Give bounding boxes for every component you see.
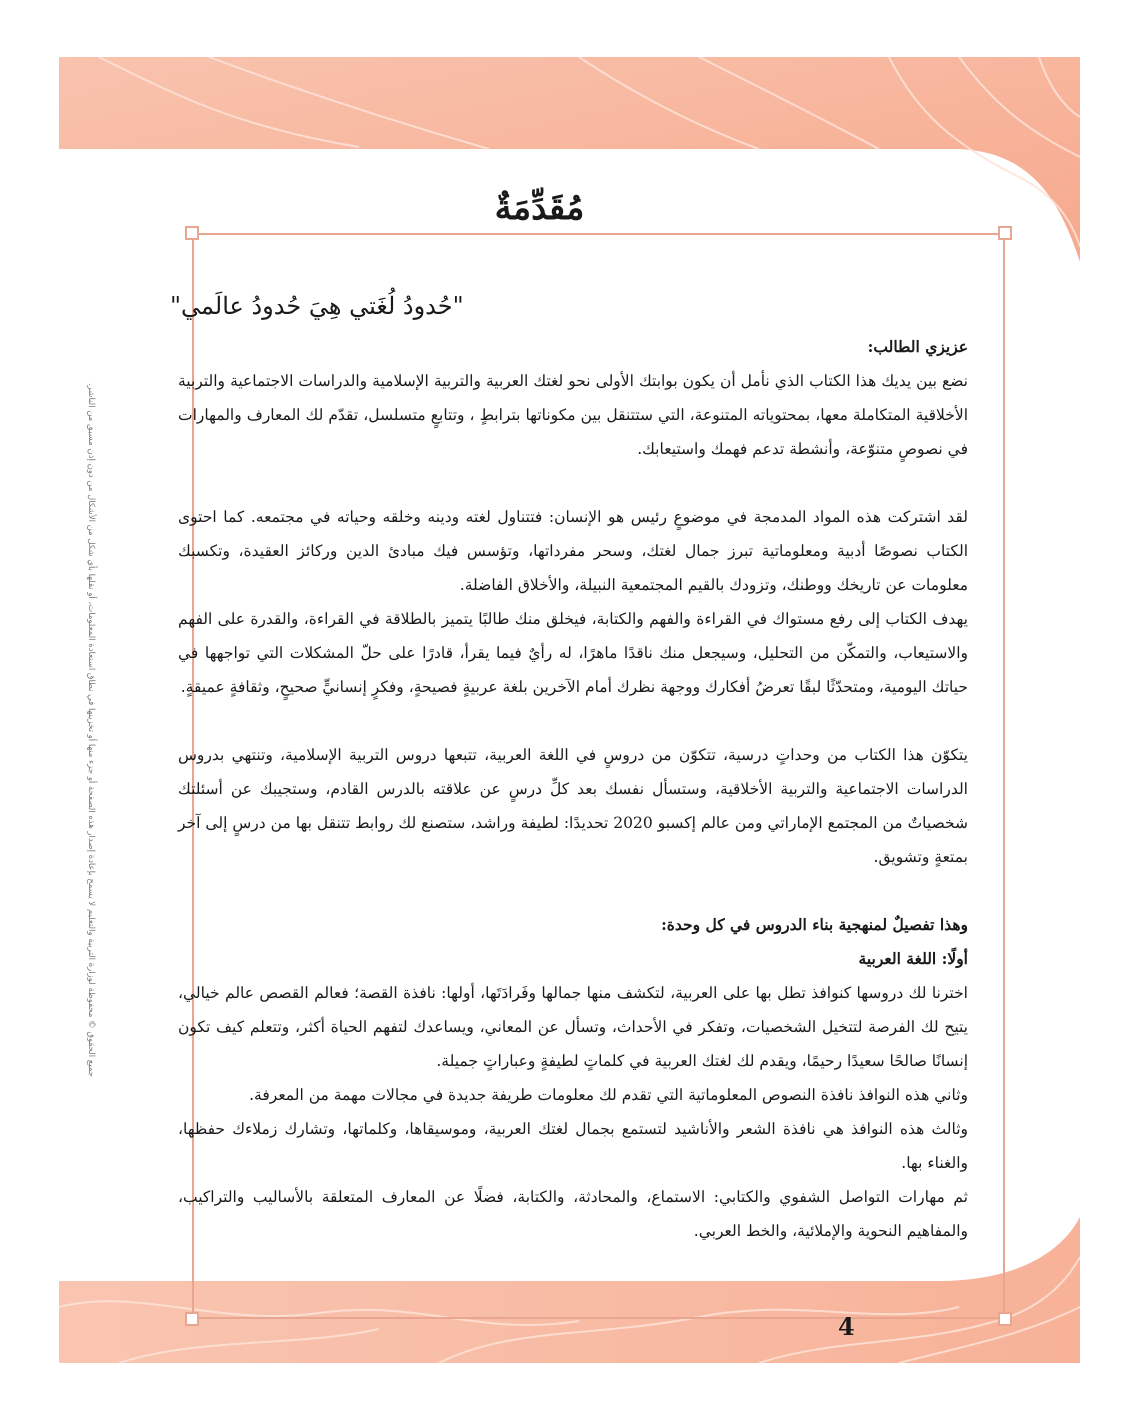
border-corner-bottom-left <box>185 1312 199 1326</box>
paragraph-intro: نضع بين يديك هذا الكتاب الذي نأمل أن يكون بوابتك الأولى نحو لغتك العربية والتربية الإسلامية والدراسات الاجتماعية والتربية الأخلاقية المتكاملة معها، بمحتوياته المتنوعة، التي ستتنقل بين مكوناتها بترابطٍ ، وتتابعٍ متسلسل، تقدّم لك المعارف والمهارات في نصوصٍ متنوّعة، وأنشطة تدعم فهمك واستيعابك. <box>178 372 968 458</box>
paragraph-info-window: وثاني هذه النوافذ نافذة النصوص المعلوماتية التي تقدم لك معلومات طريفة جديدة في مجالات مهمة من المعرفة. <box>249 1086 968 1104</box>
page-title: مُقَدِّمَةٌ <box>494 188 585 228</box>
paragraph-story-window: اخترنا لك دروسها كنوافذ تطل بها على العربية، لتكشف منها جمالها وفَرادَتَها، أولها: نافذة القصة؛ فعالم القصص عالم خيالي، يتيح لك الفرصة لتتخيل الشخصيات، وتفكر في الأحداث، وتسأل عن المعاني، ويساعدك لتفهم الحياة أكثر، وتتعلم كيف تكون إنسانًا صالحًا سعيدًا رحيمًا، ويقدم لك لغتك العربية في كلماتٍ لطيفةٍ وعباراتٍ جميلة. <box>178 984 968 1070</box>
paragraph-poetry-window: وثالث هذه النوافذ هي نافذة الشعر والأناشيد لتستمع بجمال لغتك العربية، وموسيقاها، وكلماتها، وتشارك زملاءك حفظها، والغناء بها. <box>178 1120 968 1172</box>
subheading-arabic: أولًا: اللغة العربية <box>858 949 968 968</box>
border-corner-top-right <box>998 226 1012 240</box>
greeting: عزيزي الطالب: <box>867 337 968 356</box>
copyright-side-note: جميع الحقوق © محفوظة لوزارة التربية والتعليم لا يسمح بإعادة إصدار هذه الصفحة أو جزء منها أو تخزينها في نطاق استعادة المعلومات، أو نقلها بأي شكل من الأشكال من دون إذن مسبق من الناشر. <box>86 382 96 1078</box>
paragraph-subjects: لقد اشتركت هذه المواد المدمجة في موضوعٍ رئيس هو الإنسان: فتتناول لغته ودينه وخلقه وحياته في مجتمعه. كما احتوى الكتاب نصوصًا أدبية ومعلوماتية تبرز جمال لغتك، وسحر مفرداتها، وتؤسس فيك مبادئ الدين وركائز العقيدة، وتكسبك معلومات عن تاريخك ووطنك، وتزودك بالقيم المجتمعية النبيلة، والأخلاق الفاضلة. <box>178 508 968 594</box>
border-corner-bottom-right <box>998 1312 1012 1326</box>
quote: "حُدودُ لُغَتي هِيَ حُدودُ عالَمي" <box>170 292 464 320</box>
section-heading: وهذا تفصيلٌ لمنهجية بناء الدروس في كل وحدة: <box>661 915 968 934</box>
border-corner-top-left <box>185 226 199 240</box>
paragraph-structure: يتكوّن هذا الكتاب من وحداتٍ درسية، تتكوّن من دروسٍ في اللغة العربية، تتبعها دروس التربية الإسلامية، وتنتهي بدروس الدراسات الاجتماعية والتربية الأخلاقية، وستسأل نفسك بعد كلِّ درسٍ عن علاقته بالدرس القادم، وستجيبك عن أسئلتك شخصياتٌ من المجتمع الإماراتي ومن عالم إكسبو 2020 تحديدًا: لطيفة وراشد، ستصنع لك روابط تتنقل بها من درسٍ إلى آخر بمتعةٍ وتشويق. <box>178 746 969 866</box>
paragraph-goals: يهدف الكتاب إلى رفع مستواك في القراءة والفهم والكتابة، فيخلق منك طالبًا يتميز بالطلاقة في القراءة، والقدرة على الفهم والاستيعاب، والتمكّن من التحليل، وسيجعل منك ناقدًا ماهرًا، له رأيٌ فيما يقرأ، قادرًا على حلّ المشكلات التي تواجهها في حياتك اليومية، ومتحدّثًا لبقًا تعرضُ أفكارك ووجهة نظرك أمام الآخرين بلغة عربيةٍ فصيحةٍ، وفكرٍ إنسانيٍّ صحيحٍ، وثقافةٍ عميقةٍ. <box>178 610 968 696</box>
body-text <box>178 330 968 1248</box>
page-number: 4 <box>838 1312 855 1341</box>
paragraph-skills: ثم مهارات التواصل الشفوي والكتابي: الاستماع، والمحادثة، والكتابة، فضلًا عن المعارف المتعلقة بالأساليب والتراكيب، والمفاهيم النحوية والإملائية، والخط العربي. <box>178 1188 968 1240</box>
